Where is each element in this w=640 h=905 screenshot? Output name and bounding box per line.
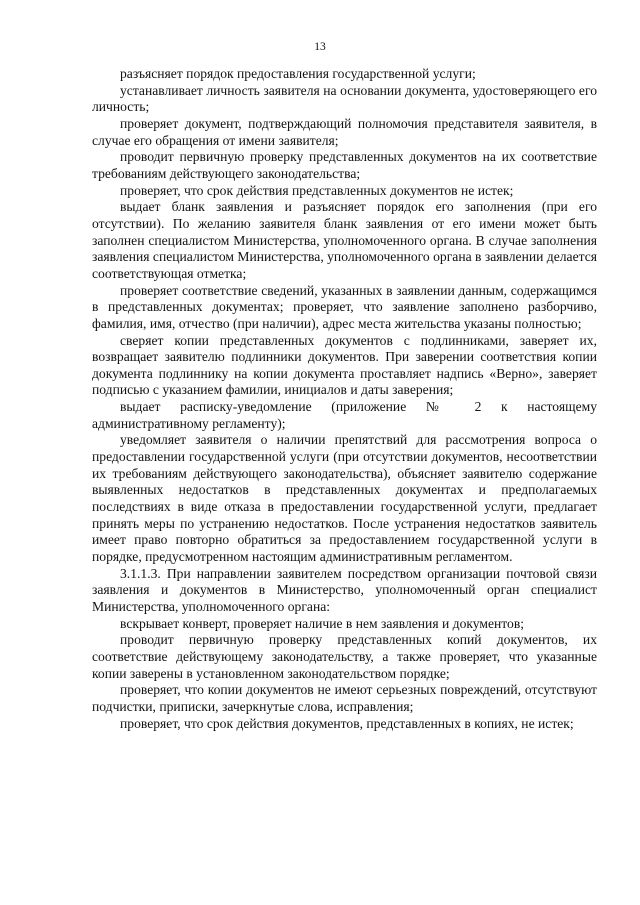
paragraph: уведомляет заявителя о наличии препятствий для рассмотрения вопроса о предоставлении государственной услуги (при отсутствии документов, несоответствии их требованиям действующего законодательства), объясняет заявителю содержание выявленных недостатков в представленных документах и предполагаемых последствиях в виде отказа в предоставлении государственной услуги, предлагает принять меры по устранению недостатков. После устранения недостатков заявитель имеет право повторно обратиться за предоставлением государственной услуги в порядке, предусмотренном настоящим административным регламентом. [92, 432, 597, 565]
paragraph: разъясняет порядок предоставления государственной услуги; [120, 66, 476, 81]
paragraph: вскрывает конверт, проверяет наличие в нем заявления и документов; [120, 615, 525, 631]
paragraph: проверяет, что срок действия документов, представленных в копиях, не истек; [120, 715, 574, 731]
page-number: 13 [314, 41, 326, 53]
paragraph: устанавливает личность заявителя на основании документа, удостоверяющего его личность; [92, 82, 597, 115]
paragraph: сверяет копии представленных документов с подлинниками, заверяет их, возвращает заявителю подлинники документов. При заверении соответствия копии документа подлиннику на копии документа проставляет надпись «Верно», заверяет подписью с указанием фамилии, инициалов и даты заверения; [92, 332, 597, 398]
paragraph: 3.1.1.3. При направлении заявителем посредством организации почтовой связи заявления и документов в Министерство, уполномоченный орган специалист Министерства, уполномоченного органа: [92, 565, 597, 614]
paragraph: проводит первичную проверку представленных копий документов, их соответствие действующему законодательству, а также проверяет, что указанные копии заверены в установленном законодательством порядке; [92, 632, 597, 681]
paragraph: проверяет соответствие сведений, указанных в заявлении данным, содержащимся в представленных документах; проверяет, что заявление заполнено разборчиво, фамилия, имя, отчество (при наличии), адрес места жительства указаны полностью; [92, 282, 597, 331]
paragraph: выдает бланк заявления и разъясняет порядок его заполнения (при его отсутствии). По желанию заявителя бланк заявления от его имени может быть заполнен специалистом Министерства, уполномоченного органа. В случае заполнения заявления специалистом Министерства, уполномоченного органа в заявлении делается соответствующая отметка; [92, 199, 597, 281]
paragraph: проводит первичную проверку представленных документов на их соответствие требованиям действующего законодательства; [92, 149, 597, 181]
document-body [92, 66, 597, 732]
paragraph: выдает расписку-уведомление (приложение № 2 к настоящему административному регламенту); [92, 399, 597, 431]
paragraph: проверяет документ, подтверждающий полномочия представителя заявителя, в случае его обращения от имени заявителя; [92, 115, 597, 148]
paragraph: проверяет, что срок действия представленных документов не истек; [120, 182, 514, 198]
paragraph: проверяет, что копии документов не имеют серьезных повреждений, отсутствуют подчистки, приписки, зачеркнутые слова, исправления; [92, 682, 597, 714]
